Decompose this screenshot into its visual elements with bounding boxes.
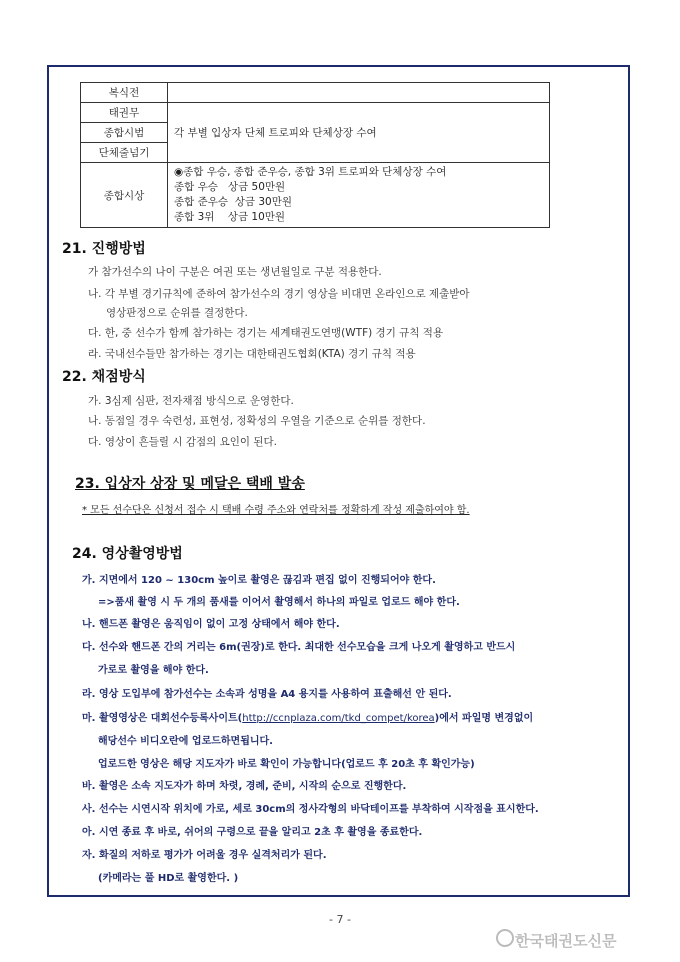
row-label: 종합시상	[81, 163, 168, 228]
table-row	[81, 83, 550, 103]
row-label: 종합시범	[81, 123, 168, 143]
list-item: 가로로 촬영을 해야 한다.	[98, 665, 209, 676]
list-item: (카메라는 풀 HD로 촬영한다. )	[98, 873, 239, 884]
list-item: 사. 선수는 시연시작 위치에 가로, 세로 30cm의 정사각형의 바닥테이프를 부착하여 시작점을 표시한다.	[82, 804, 539, 815]
list-item: 라. 영상 도입부에 참가선수는 소속과 성명을 A4 용지를 사용하여 표출해선 안 된다.	[82, 689, 452, 700]
watermark-logo-icon	[496, 929, 514, 947]
list-item: 다. 영상이 흔들릴 시 감점의 요인이 된다.	[88, 436, 277, 448]
award-line: 종합 우승 상금 50만원	[174, 181, 286, 193]
list-item: =>품새 촬영 시 두 개의 품새를 이어서 촬영해서 하나의 파일로 업로드 해야 한다.	[98, 597, 460, 608]
site-link[interactable]: http://ccnplaza.com/tkd_compet/korea	[242, 713, 435, 724]
row-content	[168, 83, 550, 103]
row-content	[168, 163, 550, 228]
page-number: - 7 -	[329, 913, 351, 926]
list-item: 다. 선수와 핸드폰 간의 거리는 6m(권장)로 한다. 최대한 선수모습을 크게 나오게 촬영하고 반드시	[82, 642, 516, 653]
text-span: )에서 파일명 변경없이	[434, 713, 534, 724]
watermark: 한국태권도신문	[515, 932, 617, 950]
list-item: 자. 화질의 저하로 평가가 어려울 경우 실격처리가 된다.	[82, 850, 327, 861]
row-label: 태권무	[81, 103, 168, 123]
list-item: 나. 각 부별 경기규칙에 준하여 참가선수의 경기 영상을 비대면 온라인으로 제출받아	[88, 288, 470, 300]
row-label: 복식전	[81, 83, 168, 103]
list-item: 나. 동점일 경우 숙련성, 표현성, 정확성의 우열을 기준으로 순위를 정한다.	[88, 415, 426, 427]
row-label: 단체줄넘기	[81, 143, 168, 163]
text-span: 마. 촬영영상은 대회선수등록사이트(	[82, 713, 243, 724]
award-line: ◉종합 우승, 종합 준우승, 종합 3위 트로피와 단체상장 수여	[174, 166, 447, 178]
list-item	[82, 709, 533, 724]
section-22-title: 22. 채점방식	[62, 369, 146, 385]
list-item: 업로드한 영상은 해당 지도자가 바로 확인이 가능합니다(업로드 후 20초 후 확인가능)	[98, 759, 475, 770]
list-item: 가. 3심제 심판, 전자채점 방식으로 운영한다.	[88, 395, 294, 407]
table-row	[81, 103, 550, 123]
section-23-note: * 모든 선수단은 신청서 접수 시 택배 수령 주소와 연락처를 정확하게 작성 제출하여야 함.	[82, 505, 470, 516]
table-row	[81, 163, 550, 228]
section-21-title: 21. 진행방법	[62, 241, 146, 257]
section-23-title: 23. 입상자 상장 및 메달은 택배 발송	[75, 476, 305, 492]
award-line: 종합 준우승 상금 30만원	[174, 196, 292, 208]
list-item: 바. 촬영은 소속 지도자가 하며 차렷, 경례, 준비, 시작의 순으로 진행한다.	[82, 781, 407, 792]
list-item: 나. 핸드폰 촬영은 움직임이 없이 고정 상태에서 해야 한다.	[82, 619, 340, 630]
list-item: 가. 지면에서 120 ~ 130cm 높이로 촬영은 끊김과 편집 없이 진행되어야 한다.	[82, 575, 436, 586]
section-24-title: 24. 영상촬영방법	[72, 546, 183, 562]
award-table	[80, 82, 550, 228]
list-item: 라. 국내선수들만 참가하는 경기는 대한태권도협회(KTA) 경기 규칙 적용	[88, 348, 416, 360]
row-content: 각 부별 입상자 단체 트로피와 단체상장 수여	[168, 103, 550, 163]
list-item: 가 참가선수의 나이 구분은 여권 또는 생년월일로 구분 적용한다.	[88, 266, 382, 278]
list-item: 영상판정으로 순위를 결정한다.	[106, 307, 248, 319]
list-item: 다. 한, 중 선수가 함께 참가하는 경기는 세계태권도연맹(WTF) 경기 규칙 적용	[88, 327, 444, 339]
list-item: 아. 시연 종료 후 바로, 쉬어의 구령으로 끝을 알리고 2초 후 촬영을 종료한다.	[82, 827, 423, 838]
list-item: 해당선수 비디오란에 업로드하면됩니다.	[98, 736, 273, 747]
award-line: 종합 3위 상금 10만원	[174, 211, 286, 223]
